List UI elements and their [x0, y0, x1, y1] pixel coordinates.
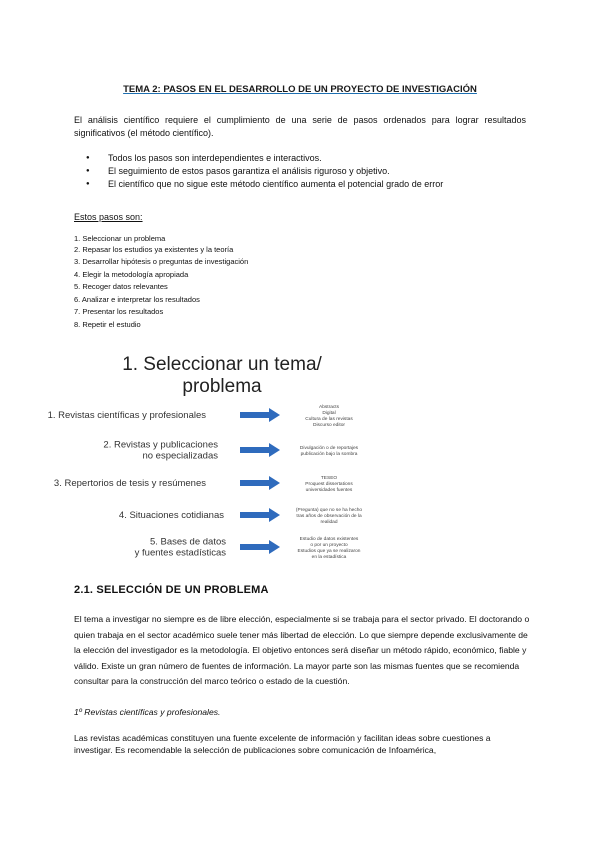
diagram-note: universidades fuentes — [305, 488, 353, 493]
diagram-note: tras años de observación de la — [296, 514, 362, 519]
bullet-item: ● El científico que no sigue este método científico aumenta el potencial grado de error — [86, 178, 443, 191]
diagram-source-label: 5. Bases de datos — [149, 536, 226, 548]
diagram-title-line2: problema — [182, 376, 262, 397]
step-item: 2. Repasar los estudios ya existentes y la teoría — [74, 244, 234, 254]
body-paragraph: El tema a investigar no siempre es de libre elección, especialmente si se trabaja para el sector privado. El doctorando o quien trabaja en el sector académico suele tener más libertad de elección. Lo que siempre depende exclusivamente de la elección del investigador es la metodología. El objetivo entonces será diseñar un método rápido, económico, fiable y válido. Existe un gran número de fuentes de información. La mayor parte son las mismas fuentes que se recomienda consultar para la construcción del marco teórico o estado de la cuestión. — [74, 614, 530, 686]
arrow-right-icon — [240, 508, 280, 522]
diagram-source-label: no especializadas — [142, 450, 218, 462]
diagram-source-label: y fuentes estadísticas — [134, 547, 226, 559]
step-item: 6. Analizar e interpretar los resultados — [74, 294, 200, 304]
diagram-note: Divulgación o de reportajes — [299, 446, 359, 451]
step-item: 8. Repetir el estudio — [74, 319, 141, 329]
page-title: TEMA 2: PASOS EN EL DESARROLLO DE UN PROYECTO DE INVESTIGACIÓN — [123, 84, 477, 95]
diagram-source-label: 2. Revistas y publicaciones — [103, 439, 218, 451]
arrow-right-icon — [240, 408, 280, 422]
steps-list — [74, 234, 248, 330]
diagram-source-label: 1. Revistas científicas y profesionales — [47, 410, 206, 421]
steps-title: Estos pasos son: — [74, 212, 143, 222]
bullet-list — [86, 152, 443, 191]
diagram-source-label: 4. Situaciones cotidianas — [118, 510, 224, 521]
diagram-note: Digital — [322, 411, 336, 416]
intro-paragraph: El análisis científico requiere el cumplimiento de una serie de pasos ordenados para lograr resultados significativos (el método científico). — [74, 115, 526, 138]
step-item: 3. Desarrollar hipótesis o preguntas de investigación — [74, 257, 249, 266]
diagram-note: realidad — [320, 520, 338, 525]
diagram-note: TESEO — [320, 476, 338, 481]
bullet-item: ● Todos los pasos son interdependientes e interactivos. — [86, 152, 443, 165]
arrow-right-icon — [240, 443, 280, 457]
diagram-note: Cultura de las revistas — [305, 417, 353, 422]
diagram-note: Discurso editor — [313, 423, 345, 428]
diagram-note: Proquest dissertations — [305, 482, 353, 487]
step-item: 4. Elegir la metodología apropiada — [74, 269, 189, 279]
bullet-item: ● El seguimiento de estos pasos garantiza el análisis riguroso y objetivo. — [86, 165, 443, 178]
subheading: 1º Revistas científicas y profesionales. — [74, 707, 221, 717]
diagram-note: Abstracts — [319, 405, 339, 410]
diagram-note: (Pregunta) que no se ha hecho — [295, 508, 363, 513]
step-item: 5. Recoger datos relevantes — [74, 282, 168, 291]
diagram-note: Estudio de datos existentes — [299, 537, 359, 542]
diagram-source-label: 3. Repertorios de tesis y resúmenes — [53, 478, 206, 489]
diagram-note: en la estadística — [311, 555, 347, 560]
diagram-note: Estudios que ya se realizaron — [297, 549, 361, 554]
diagram-title-line1: 1. Seleccionar un tema/ — [122, 354, 322, 375]
diagram-note: o por un proyecto — [310, 543, 348, 548]
arrow-right-icon — [240, 540, 280, 554]
section-heading: 2.1. SELECCIÓN DE UN PROBLEMA — [74, 584, 269, 596]
step-item: 7. Presentar los resultados — [74, 307, 164, 316]
diagram-note: publicación bajo la sombra — [300, 452, 358, 457]
step-item: 1. Seleccionar un problema — [74, 234, 166, 243]
topic-selection-diagram — [47, 342, 526, 562]
arrow-right-icon — [240, 476, 280, 490]
body-paragraph: Las revistas académicas constituyen una fuente excelente de información y facilitan ideas sobre cuestiones a investigar. Es recomendable la selección de publicaciones sobre comunicación de Infoamérica, — [74, 733, 491, 755]
